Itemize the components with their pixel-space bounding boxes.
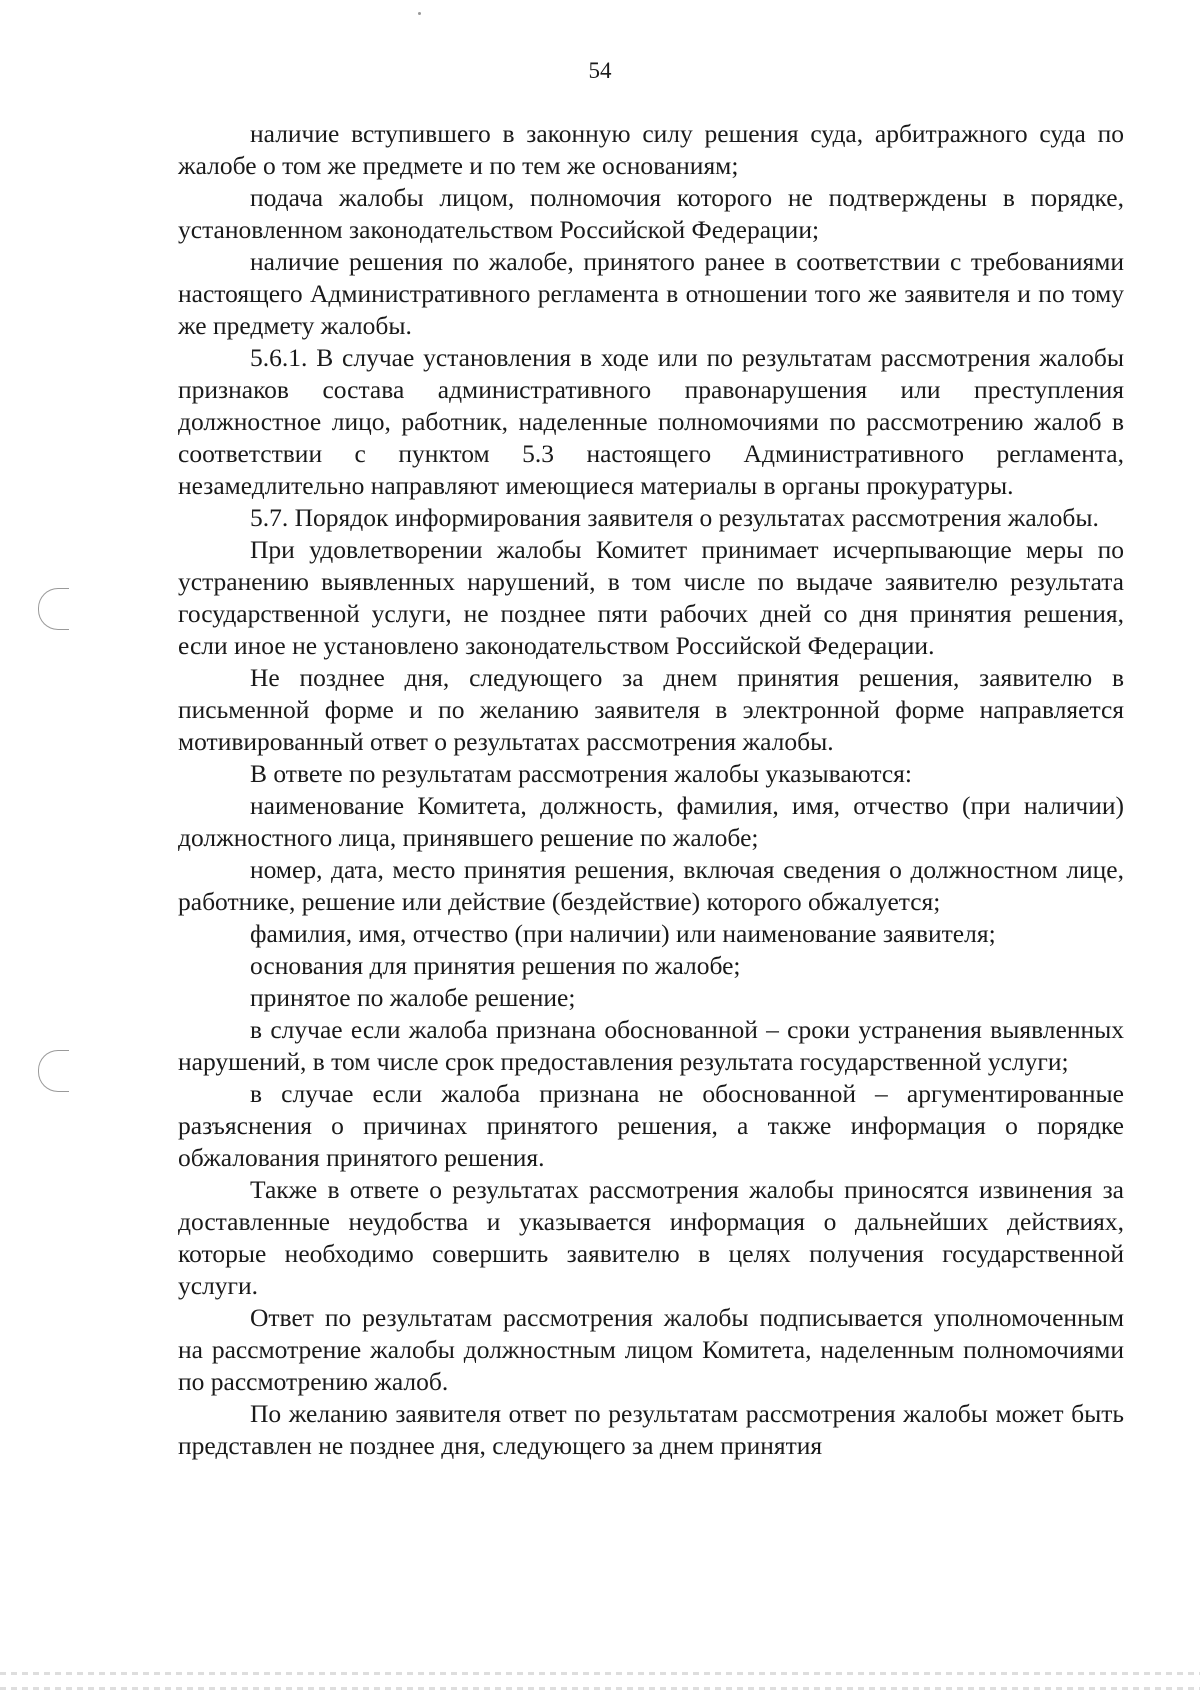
paragraph-response-signature: Ответ по результатам рассмотрения жалобы подписывается уполномоченным на рассмотрение жалобы должностным лицом Комитета, наделенным полномочиями по рассмотрению жалоб. (178, 1303, 1124, 1396)
paragraph-court-decision: наличие вступившего в законную силу решения суда, арбитражного суда по жалобе о том же предмете и по тем же основаниям; (178, 119, 1124, 180)
list-item-grounds: основания для принятия решения по жалобе; (250, 951, 741, 980)
paragraph-response-contents-intro: В ответе по результатам рассмотрения жалобы указываются: (250, 759, 912, 788)
paragraph-5-7-heading: 5.7. Порядок информирования заявителя о результатах рассмотрения жалобы. (250, 503, 1099, 532)
list-item-committee-name: наименование Комитета, должность, фамилия, имя, отчество (при наличии) должностного лица, принявшего решение по жалобе; (178, 791, 1124, 852)
paragraph-5-6-1: 5.6.1. В случае установления в ходе или по результатам рассмотрения жалобы признаков состава административного правонарушения или преступления должностное лицо, работник, наделенные полномочиями по рассмотрению жалоб в соответствии с пунктом 5.3 настоящего Административного регламента, незамедлительно направляют имеющиеся материалы в органы прокуратуры. (178, 343, 1124, 500)
scan-edge-line (0, 1672, 1200, 1675)
paragraph-response-delivery: По желанию заявителя ответ по результатам рассмотрения жалобы может быть представлен не позднее дня, следующего за днем принятия (178, 1399, 1124, 1460)
paragraph-response-deadline: Не позднее дня, следующего за днем принятия решения, заявителю в письменной форме и по желанию заявителя в электронной форме направляется мотивированный ответ о результатах рассмотрения жалобы. (178, 663, 1124, 756)
list-item-applicant-name: фамилия, имя, отчество (при наличии) или наименование заявителя; (250, 919, 996, 948)
punch-hole-top (38, 588, 69, 630)
page-number: 54 (588, 58, 612, 83)
punch-hole-bottom (38, 1050, 69, 1092)
paragraph-prior-decision: наличие решения по жалобе, принятого ранее в соответствии с требованиями настоящего Административного регламента в отношении того же заявителя и по тому же предмету жалобы. (178, 247, 1124, 340)
paragraph-unauthorized-filer: подача жалобы лицом, полномочия которого не подтверждены в порядке, установленном законодательством Российской Федерации; (178, 183, 1124, 244)
paragraph-complaint-satisfied: При удовлетворении жалобы Комитет принимает исчерпывающие меры по устранению выявленных нарушений, в том числе по выдаче заявителю результата государственной услуги, не позднее пяти рабочих дней со дня принятия решения, если иное не установлено законодательством Российской Федерации. (178, 535, 1124, 660)
scan-edge-line (0, 1687, 1200, 1690)
list-item-decision-details: номер, дата, место принятия решения, включая сведения о должностном лице, работнике, решение или действие (бездействие) которого обжалуется; (178, 855, 1124, 916)
paragraph-apologies: Также в ответе о результатах рассмотрения жалобы приносятся извинения за доставленные неудобства и указывается информация о дальнейших действиях, которые необходимо совершить заявителю в целях получения государственной услуги. (178, 1175, 1124, 1300)
document-body (178, 118, 1124, 1462)
scan-speck (418, 12, 421, 15)
list-item-decision: принятое по жалобе решение; (250, 983, 576, 1012)
list-item-justified-complaint: в случае если жалоба признана обоснованной – сроки устранения выявленных нарушений, в том числе срок предоставления результата государственной услуги; (178, 1015, 1124, 1076)
list-item-unjustified-complaint: в случае если жалоба признана не обоснованной – аргументированные разъяснения о причинах принятого решения, а также информация о порядке обжалования принятого решения. (178, 1079, 1124, 1172)
